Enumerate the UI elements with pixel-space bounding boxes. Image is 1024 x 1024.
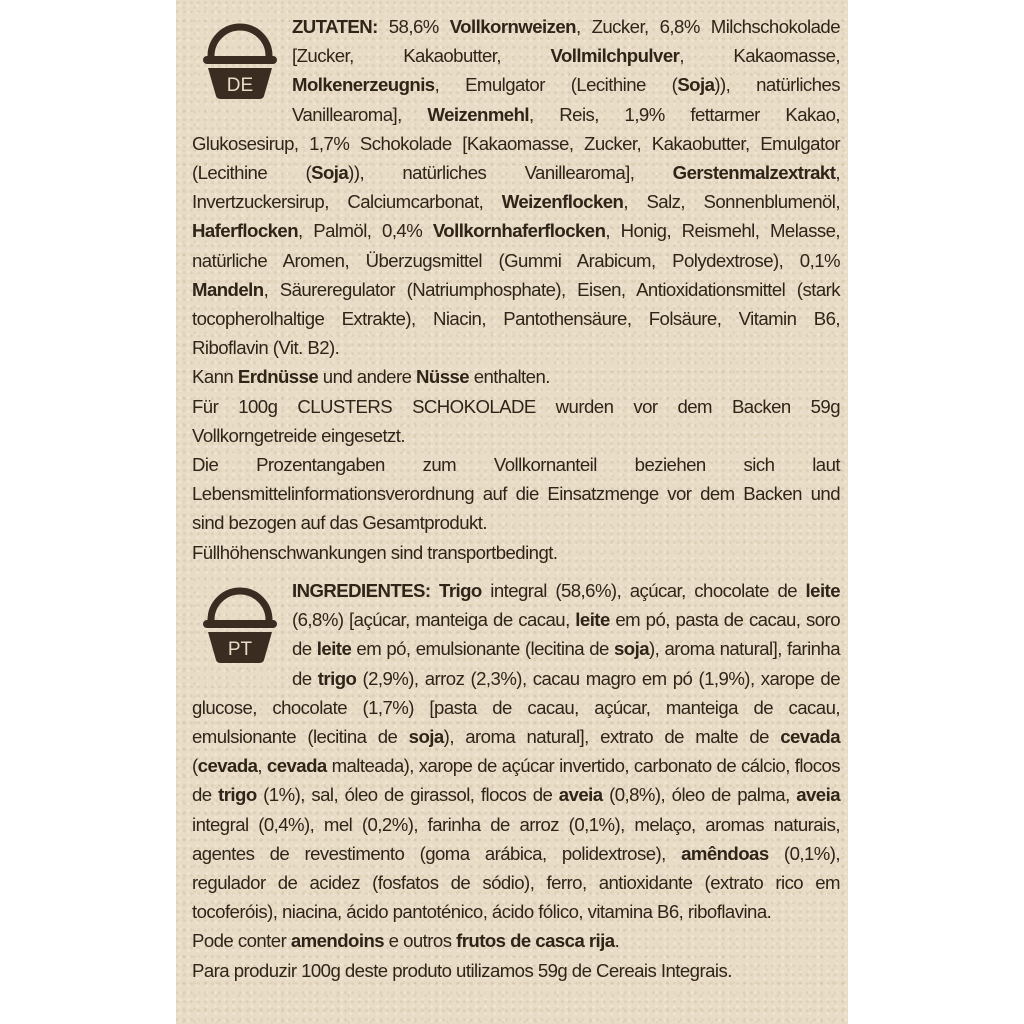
badge-de: DE: [226, 75, 254, 96]
pt-ingredient-allergen: cevada: [197, 755, 258, 777]
pt-allergy-allergen: frutos de casca rija: [456, 930, 615, 952]
de-ingredient-allergen: Soja: [677, 74, 715, 96]
de-ingredient-allergen: Haferflocken: [192, 220, 299, 242]
text-pt: [192, 576, 840, 985]
pt-ingredient-allergen: cevada: [266, 755, 327, 777]
pt-ingredient-allergen: leite: [575, 609, 610, 631]
de-ingredient-text: )), natürliches Vanillearoma],: [292, 74, 840, 125]
basket-de-icon: [196, 14, 284, 100]
de-ingredient-allergen: Weizenflocken: [501, 191, 624, 213]
heading-de: ZUTATEN:: [292, 16, 378, 37]
de-allergy-text: enthalten.: [469, 366, 550, 388]
de-ingredient-allergen: Weizenmehl: [427, 103, 530, 125]
ingredients-de: [192, 12, 840, 362]
pt-ingredient-text: ,: [257, 755, 267, 777]
pt-ingredient-allergen: Trigo: [439, 580, 482, 601]
pt-ingredient-allergen: aveia: [796, 784, 840, 806]
pt-ingredient-allergen: aveia: [558, 784, 603, 806]
pt-ingredient-text: (1%), sal, óleo de girassol, flocos de: [256, 784, 559, 806]
pt-ingredient-text: em pó, pasta de cacau, soro de: [292, 609, 840, 660]
pt-ingredient-allergen: leite: [805, 580, 840, 601]
pt-ingredient-allergen: leite: [316, 638, 352, 660]
pt-ingredient-allergen: soja: [614, 638, 650, 660]
wholegrain-note-pt: Para produzir 100g deste produto utilizamos 59g de Cereais Integrais.: [192, 959, 732, 981]
pt-ingredient-text: (0,1%), regulador de acidez (fosfatos de sódio), ferro, antioxidante (extrato rico em tocoferóis), niacina, ácido pantoténico, ácido fólico, vitamina B6, riboflavina.: [192, 842, 841, 923]
pt-allergy-allergen: amendoins: [290, 930, 385, 952]
de-ingredient-text: )), natürliches Vanillearoma],: [348, 162, 673, 184]
pt-ingredient-text: (0,8%), óleo de palma,: [602, 784, 797, 806]
percent-note-de: Die Prozentangaben zum Vollkornanteil beziehen sich laut Lebensmittelinformationsverordnung auf die Einsatzmenge vor dem Backen und sind bezogen auf das Gesamtprodukt.: [192, 454, 840, 534]
de-ingredient-allergen: Molkenerzeugnis: [292, 74, 435, 96]
heading-pt: INGREDIENTES:: [292, 580, 431, 601]
de-ingredient-text: , Säureregulator (Natriumphosphate), Eisen, Antioxidationsmittel (stark tocopherolhaltige Extrakte), Niacin, Pantothensäure, Folsäure, Vitamin B6, Riboflavin (Vit. B2).: [192, 278, 840, 359]
de-allergy-text: und andere: [318, 366, 417, 388]
de-ingredient-text: , Palmöl, 0,4%: [298, 220, 433, 242]
ingredients-panel: [176, 0, 848, 1024]
de-ingredient-text: , Salz, Sonnenblumenöl,: [623, 191, 840, 213]
de-allergy-allergen: Nüsse: [416, 366, 470, 388]
ingredients-list-de: [192, 16, 840, 358]
de-ingredient-text: , Honig, Reismehl, Melasse, natürliche Aromen, Überzugsmittel (Gummi Arabicum, Polydextrose), 0,1%: [192, 220, 840, 271]
pt-ingredient-allergen: cevada: [780, 726, 840, 748]
allergy-note-pt: [192, 926, 840, 955]
pt-ingredient-allergen: soja: [408, 726, 444, 748]
pt-ingredient-text: [431, 580, 440, 601]
basket-icon: [196, 14, 284, 100]
de-ingredient-text: , Zucker, 6,8% Milchschokolade [Zucker, Kakaobutter,: [292, 16, 840, 67]
text-de: [192, 12, 840, 567]
pt-ingredient-text: (: [192, 755, 198, 777]
de-ingredient-allergen: Mandeln: [192, 278, 264, 300]
de-ingredient-text: , Kakaomasse,: [679, 45, 840, 67]
de-allergy-allergen: Erdnüsse: [237, 366, 319, 388]
de-ingredient-allergen: Vollkornhaferflocken: [432, 220, 606, 242]
pt-ingredient-text: integral (58,6%), açúcar, chocolate de: [481, 580, 806, 601]
pt-ingredient-text: ), aroma natural], extrato de malte de: [443, 726, 781, 748]
section-pt: [192, 576, 840, 985]
pt-allergy-text: e outros: [384, 930, 457, 952]
pt-ingredient-allergen: trigo: [317, 667, 357, 689]
de-ingredient-text: , Invertzuckersirup, Calciumcarbonat,: [192, 162, 840, 213]
basket-icon: [196, 578, 284, 664]
pt-ingredient-text: ), aroma natural], farinha de: [292, 638, 841, 689]
pt-ingredient-text: (6,8%) [açúcar, manteiga de cacau,: [292, 609, 576, 631]
pt-ingredient-allergen: amêndoas: [681, 842, 769, 864]
basket-pt-icon: [196, 578, 284, 664]
de-ingredient-allergen: Vollkornweizen: [449, 16, 576, 37]
allergy-note-de: [192, 362, 840, 391]
pt-allergy-text: Pode conter: [192, 930, 291, 952]
section-de: [192, 12, 840, 567]
pt-ingredient-text: (2,9%), arroz (2,3%), cacau magro em pó (1,9%), xarope de glucose, chocolate (1,7%) [pasta de cacau, açúcar, manteiga de cacau, emulsionante (lecitina de: [192, 667, 841, 748]
pt-ingredient-allergen: trigo: [218, 784, 257, 806]
ingredients-list-pt: [192, 580, 840, 922]
pt-allergy-text: .: [614, 930, 620, 952]
pt-ingredient-text: integral (0,4%), mel (0,2%), farinha de arroz (0,1%), melaço, aromas naturais, agentes de revestimento (goma arábica, polidextrose),: [192, 813, 840, 864]
de-ingredient-text: , Reis, 1,9% fettarmer Kakao, Glukosesirup, 1,7% Schokolade [Kakaomasse, Zucker, Kakaobutter, Emulgator (Lecithine (: [192, 103, 840, 184]
de-ingredient-text: , Emulgator (Lecithine (: [434, 74, 678, 96]
wholegrain-note-de: Für 100g CLUSTERS SCHOKOLADE wurden vor dem Backen 59g Vollkorngetreide eingesetzt.: [192, 395, 840, 446]
de-ingredient-allergen: Gerstenmalzextrakt: [672, 162, 836, 184]
ingredients-pt: [192, 576, 840, 926]
de-allergy-text: Kann: [192, 366, 238, 388]
badge-pt: PT: [227, 639, 253, 660]
fill-note-de: Füllhöhenschwankungen sind transportbedingt.: [192, 541, 558, 563]
pt-ingredient-text: em pó, emulsionante (lecitina de: [351, 638, 614, 660]
de-ingredient-allergen: Soja: [311, 162, 349, 184]
pt-ingredient-text: malteada), xarope de açúcar invertido, carbonato de cálcio, flocos de: [192, 755, 840, 806]
de-ingredient-allergen: Vollmilchpulver: [550, 45, 680, 67]
de-ingredient-text: 58,6%: [377, 16, 450, 37]
